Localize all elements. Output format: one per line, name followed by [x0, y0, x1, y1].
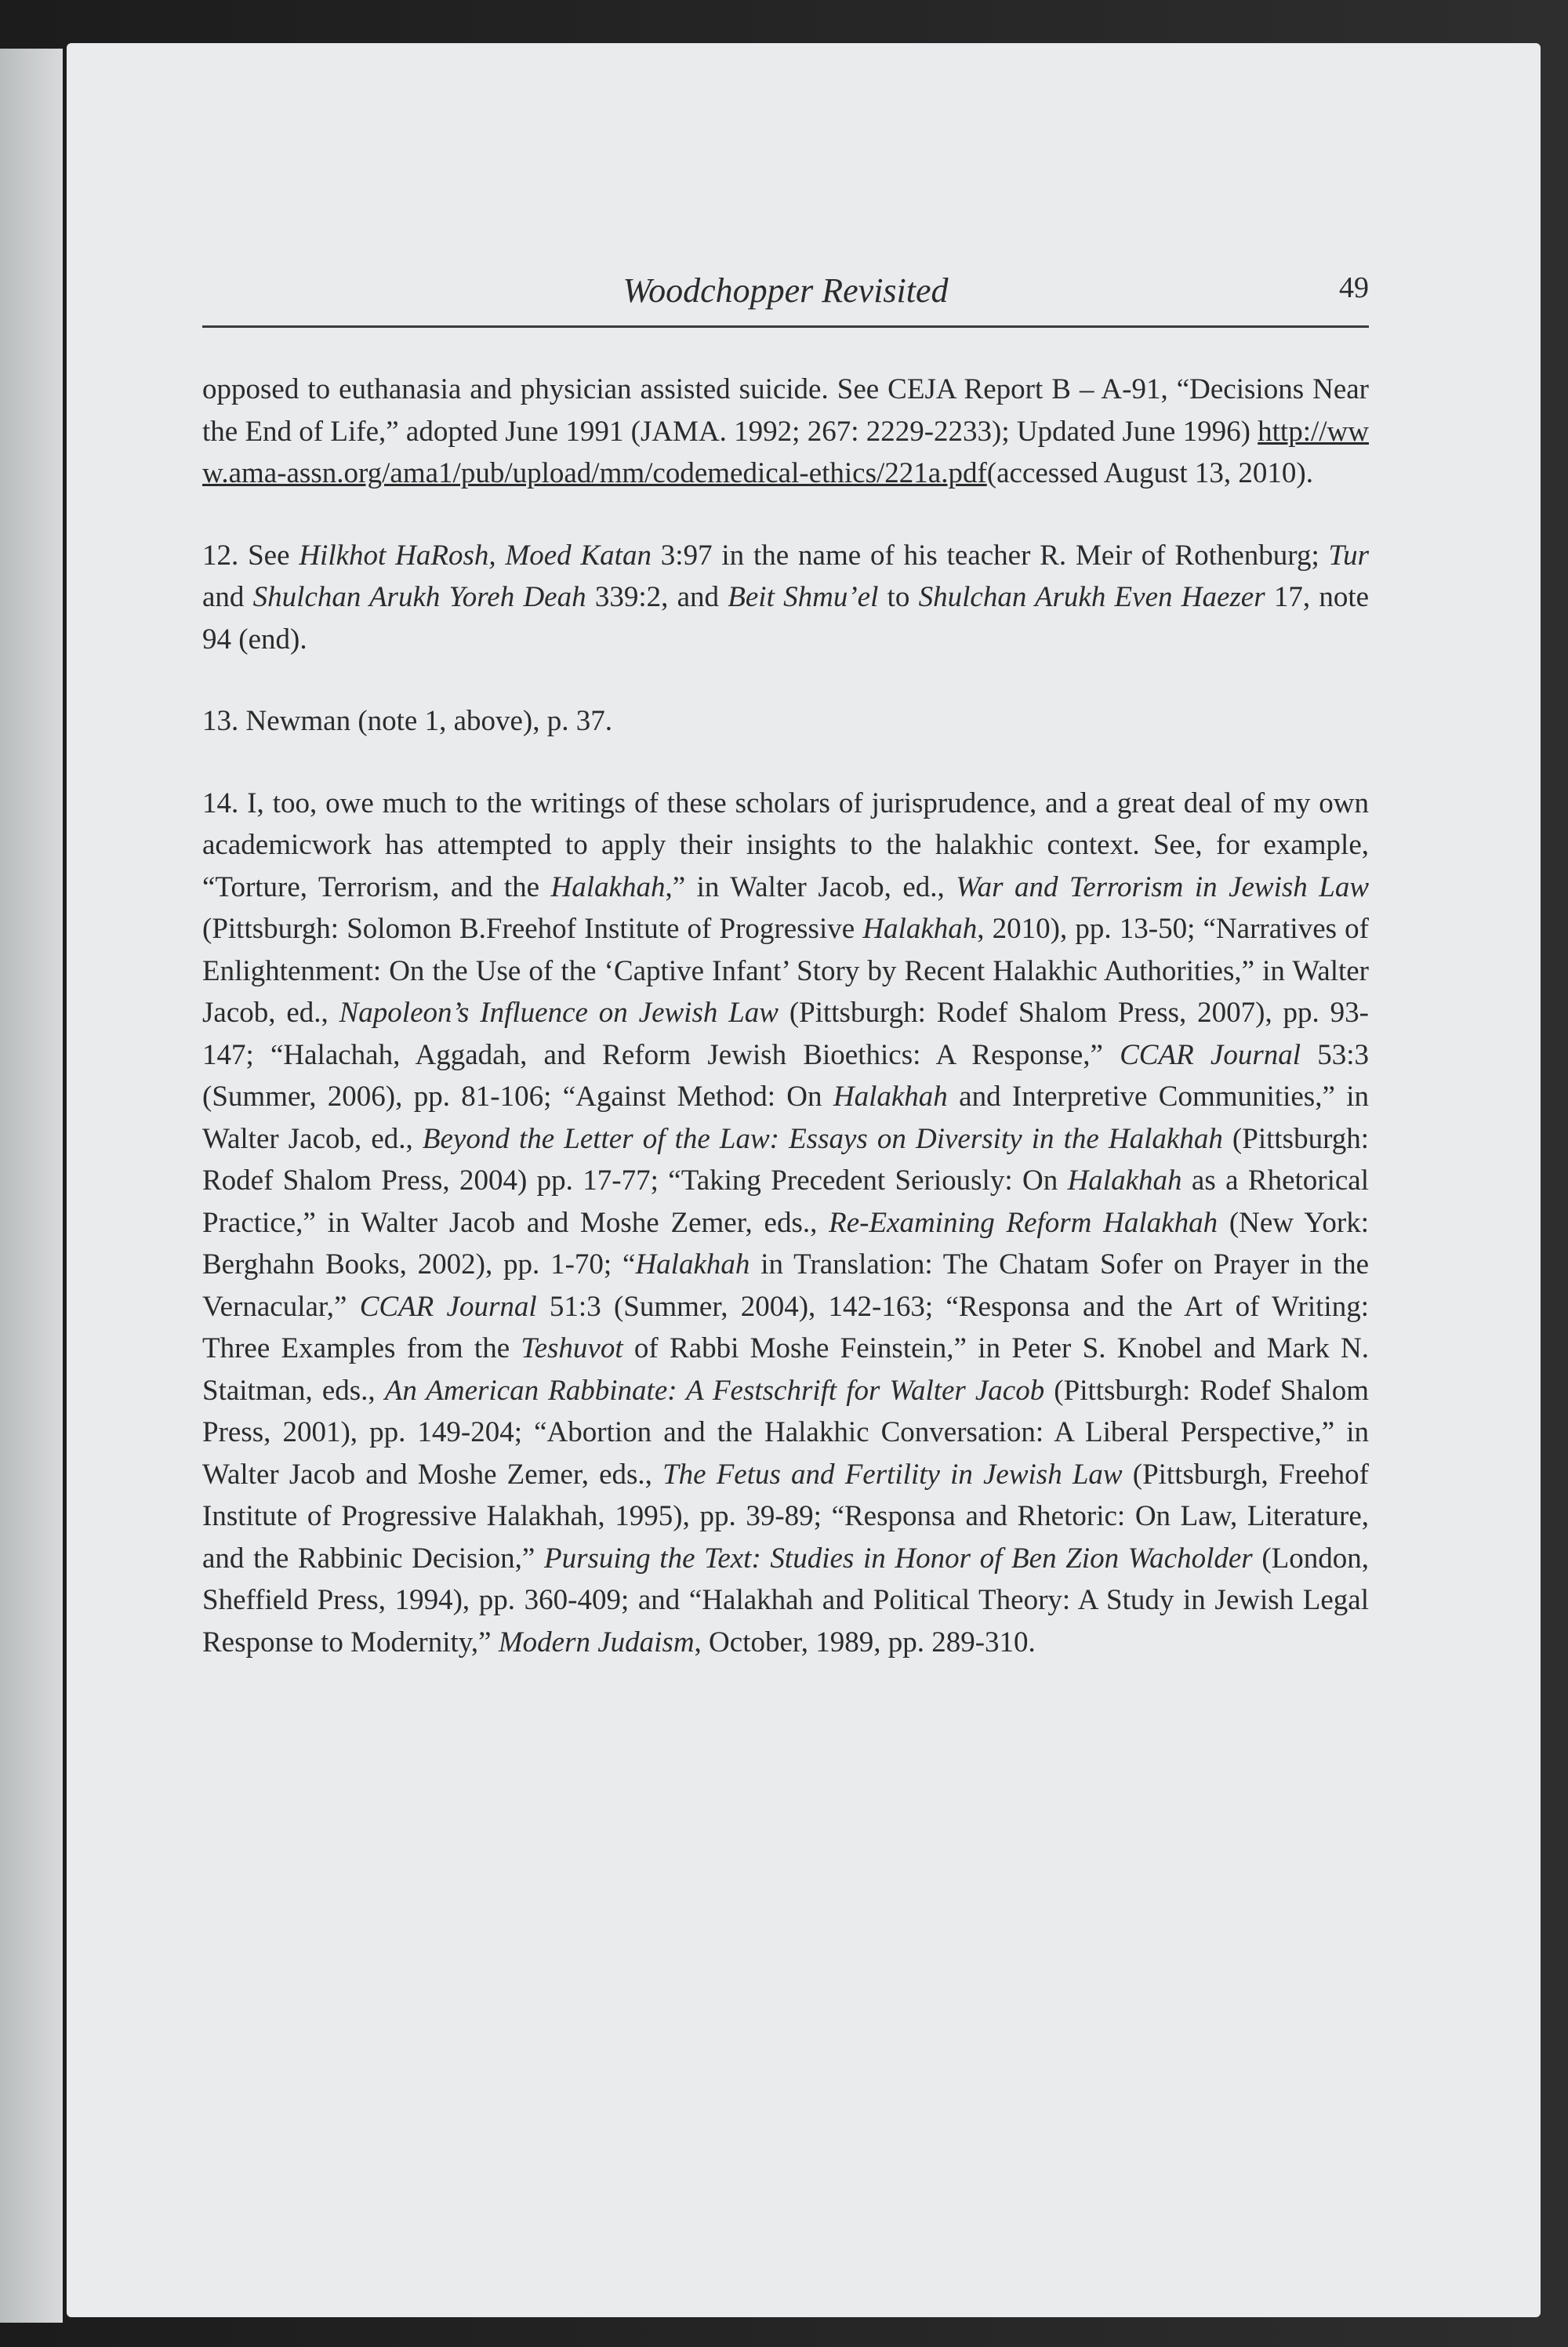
note-text: 13. Newman (note 1, above), p. 37. — [202, 705, 613, 737]
note-text: as a Rhetorical Practice,” in Walter Jacob and Moshe Zemer, eds., — [202, 1164, 1369, 1239]
note-text: 14. I, too, owe much to the writings of these scholars of jurisprudence, and a great deal of my own academicwork has attempted to apply their insights to the halakhic context. See, for example, “Torture, Terrorism, and the — [202, 787, 1369, 903]
cited-title: War and Terrorism in Jewish Law — [956, 870, 1370, 903]
note-text: and Interpretive Communities,” in Walter Jacob, ed., — [202, 1081, 1369, 1155]
cited-title: Beit Shmu’el — [728, 581, 879, 613]
cited-title: Teshuvot — [521, 1332, 623, 1364]
cited-title: Hilkhot HaRosh, Moed Katan — [299, 539, 652, 572]
running-header — [202, 271, 1369, 328]
endnotes — [202, 369, 1369, 1663]
cited-title: CCAR Journal — [359, 1290, 537, 1323]
note-text: 339:2, and — [586, 581, 728, 613]
cited-title: Halakhah — [862, 913, 978, 945]
note-text: (accessed August 13, 2010). — [986, 457, 1313, 489]
note-text: 51:3 (Summer, 2004), 142-163; “Responsa and the Art of Writing: Three Examples from the — [202, 1290, 1369, 1364]
note-text: (New York: Berghahn Books, 2002), pp. 1-70; “ — [202, 1206, 1369, 1281]
running-title: Woodchopper Revisited — [622, 271, 949, 310]
cited-title: Modern Judaism — [498, 1626, 695, 1659]
note-text: (Pittsburgh: Rodef Shalom Press, 2001), pp. 149-204; “Abortion and the Halakhic Conversation: A Liberal Perspective,” in Walter Jacob and Moshe Zemer, eds., — [202, 1374, 1369, 1491]
endnote-11-continued — [202, 369, 1369, 495]
note-text: 17, note 94 (end). — [202, 581, 1370, 656]
note-text: (Pittsburgh: Solomon B.Freehof Institute of Progressive — [202, 913, 863, 945]
cited-title: Beyond the Letter of the Law: Essays on Diversity in the Halakhah — [422, 1122, 1223, 1155]
cited-title: Halakhah — [1067, 1164, 1182, 1197]
note-text: ,” in Walter Jacob, ed., — [665, 870, 956, 903]
note-text: (Pittsburgh: Rodef Shalom Press, 2007), pp. 93-147; “Halachah, Aggadah, and Reform Jewish Bioethics: A Response,” — [202, 997, 1369, 1071]
note-text: in Translation: The Chatam Sofer on Prayer in the Vernacular,” — [202, 1248, 1369, 1323]
cited-title: The Fetus and Fertility in Jewish Law — [662, 1458, 1123, 1491]
page-content — [202, 271, 1369, 1663]
note-text: of Rabbi Moshe Feinstein,” in Peter S. Knobel and Mark N. Staitman, eds., — [202, 1332, 1370, 1407]
note-text: and — [202, 581, 253, 613]
cited-title: Halakhah — [833, 1081, 948, 1113]
note-text: (London, Sheffield Press, 1994), pp. 360-409; and “Halakhah and Political Theory: A Study in Jewish Legal Response to Modernity,” — [202, 1542, 1369, 1659]
note-text: to — [878, 581, 919, 613]
note-text: , October, 1989, pp. 289-310. — [694, 1626, 1036, 1659]
cited-title: Halakhah — [550, 870, 666, 903]
cited-title: Pursuing the Text: Studies in Honor of Ben Zion Wacholder — [543, 1542, 1253, 1575]
note-text: 12. See — [202, 539, 299, 572]
cited-title: Napoleon’s Influence on Jewish Law — [339, 997, 779, 1029]
book-page — [67, 43, 1541, 2317]
adjacent-page-edge — [0, 49, 63, 2323]
note-text: , 2010), pp. 13-50; “Narratives of Enlightenment: On the Use of the ‘Captive Infant’ Story by Recent Halakhic Authorities,” in Walter Jacob, ed., — [202, 913, 1369, 1029]
cited-title: Halakhah — [635, 1248, 750, 1281]
note-text: 53:3 (Summer, 2006), pp. 81-106; “Against Method: On — [202, 1038, 1369, 1113]
cited-title: Shulchan Arukh Yoreh Deah — [252, 581, 586, 613]
page-number: 49 — [1339, 271, 1369, 304]
endnote-14 — [202, 783, 1369, 1664]
cited-title: Tur — [1328, 539, 1369, 572]
endnote-12 — [202, 535, 1369, 661]
note-text: (Pittsburgh, Freehof Institute of Progressive Halakhah, 1995), pp. 39-89; “Responsa and Rhetoric: On Law, Literature, and the Rabbinic Decision,” — [202, 1458, 1369, 1575]
endnote-13 — [202, 700, 1369, 743]
note-text: 3:97 in the name of his teacher R. Meir of Rothenburg; — [651, 539, 1329, 572]
note-text: (Pittsburgh: Rodef Shalom Press, 2004) pp. 17-77; “Taking Precedent Seriously: On — [202, 1122, 1369, 1197]
cited-title: CCAR Journal — [1120, 1038, 1301, 1071]
cited-title: Re-Examining Reform Halakhah — [829, 1206, 1218, 1239]
cited-title: Shulchan Arukh Even Haezer — [918, 581, 1265, 613]
note-text: opposed to euthanasia and physician assisted suicide. See CEJA Report B – A-91, “Decisions Near the End of Life,” adopted June 1991 (JAMA. 1992; 267: 2229-2233); Updated June 1996) — [202, 373, 1369, 448]
ama-url-link[interactable]: http://www.ama-assn.org/ama1/pub/upload/mm/codemedical-ethics/221a.pdf — [202, 415, 1369, 489]
cited-title: An American Rabbinate: A Festschrift for Walter Jacob — [384, 1374, 1045, 1407]
